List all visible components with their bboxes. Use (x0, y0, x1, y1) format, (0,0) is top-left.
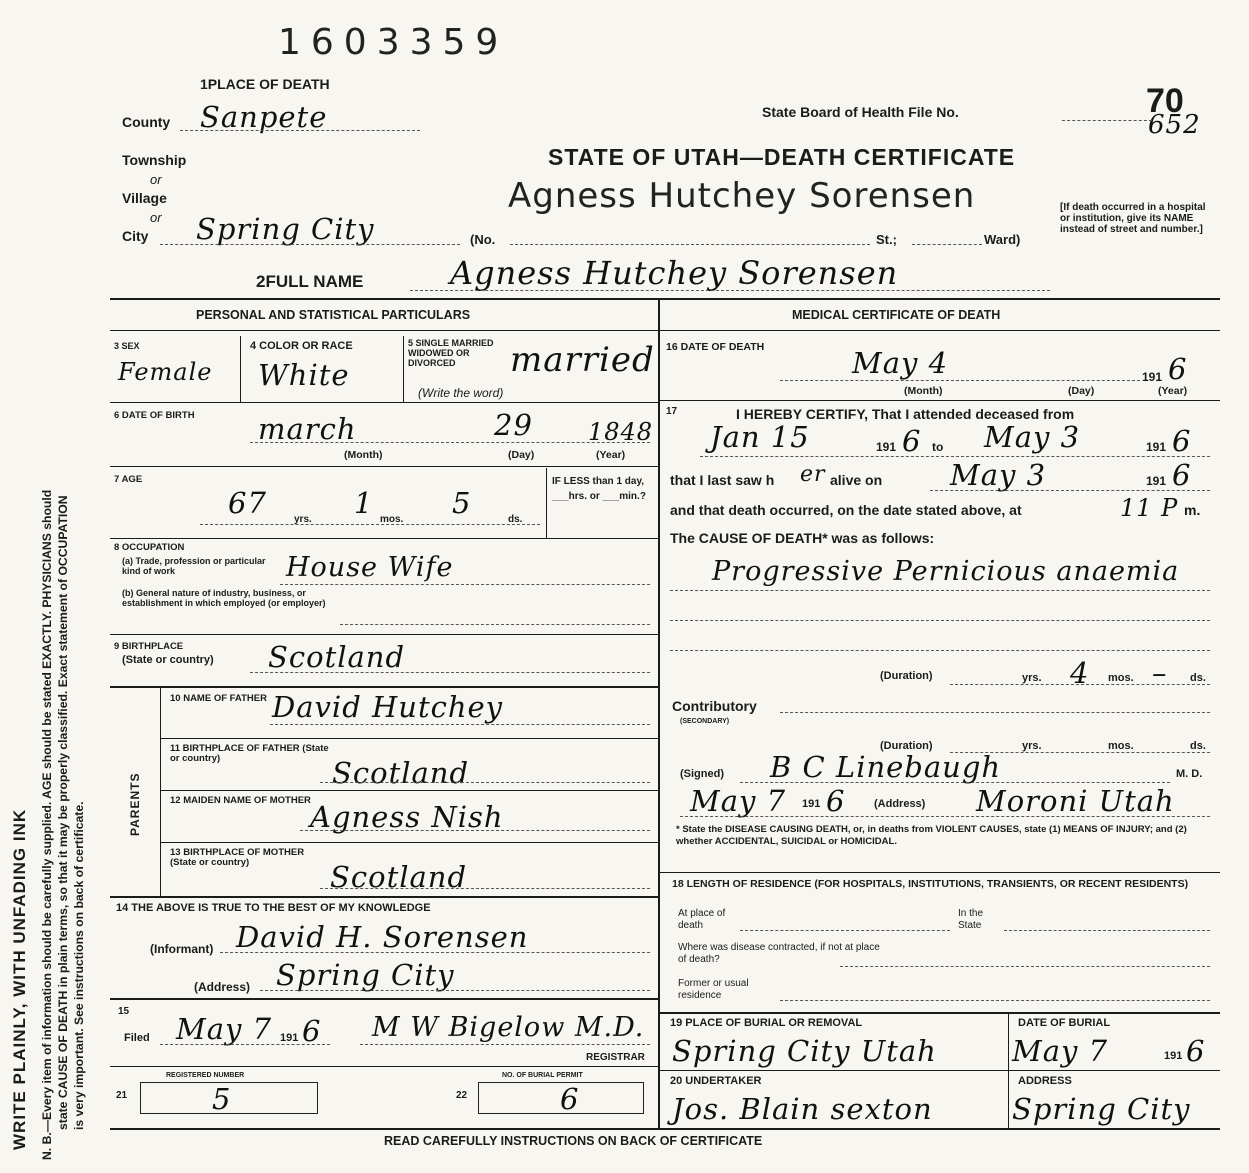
marital-label: 5 SINGLE MARRIED WIDOWED OR DIVORCED (408, 338, 494, 368)
dob-label: 6 DATE OF BIRTH (114, 410, 195, 421)
filed-label: Filed (124, 1032, 150, 1044)
duration-days: – (1152, 656, 1168, 690)
city-value: Spring City (196, 212, 375, 246)
registrar-value: M W Bigelow M.D. (372, 1012, 645, 1043)
last-saw-er: er (800, 462, 826, 487)
from-year-prefix: 191 (876, 440, 897, 454)
burial-permit-label: NO. OF BURIAL PERMIT (502, 1072, 583, 1079)
duration-2-yrs-label: yrs. (1022, 740, 1042, 752)
residence-label: 18 LENGTH OF RESIDENCE (FOR HOSPITALS, INSTITUTIONS, TRANSIENTS, OR RECENT RESIDENTS) (672, 878, 1189, 890)
age-mos-label: mos. (380, 514, 404, 525)
hospital-note: [If death occurred in a hospital or institution, give its NAME instead of street and number.] (1060, 202, 1206, 235)
time-value: 11 P (1120, 494, 1179, 522)
last-saw-value: May 3 (950, 458, 1047, 492)
full-name-value: Agness Hutchey Sorensen (450, 254, 899, 292)
duration-months: 4 (1070, 656, 1090, 690)
county-label: County (122, 114, 171, 130)
informant-label: (Informant) (150, 942, 214, 956)
color-label: 4 COLOR OR RACE (250, 340, 353, 352)
dob-day-label: (Day) (508, 449, 535, 461)
last-saw-year-prefix: 191 (1146, 474, 1167, 488)
residence-at-place: At place of death (678, 908, 726, 931)
age-ds-label: ds. (508, 514, 523, 525)
duration-ds-label: ds. (1190, 672, 1206, 684)
cert-num: 17 (666, 406, 678, 417)
filed-year: 6 (302, 1014, 322, 1048)
no-label: (No. (470, 232, 496, 247)
footer-instruction: READ CAREFULLY INSTRUCTIONS ON BACK OF CERTIFICATE (384, 1134, 763, 1148)
informant-value: David H. Sorensen (236, 920, 529, 954)
village-label: Village (122, 190, 167, 206)
signed-value: B C Linebaugh (770, 750, 1002, 784)
burial-year-prefix: 191 (1164, 1050, 1183, 1062)
side-note-main: WRITE PLAINLY, WITH UNFADING INK (10, 808, 29, 1150)
duration-2-ds-label: ds. (1190, 740, 1206, 752)
father-value: David Hutchey (272, 690, 504, 724)
from-year: 6 (902, 424, 922, 458)
city-label: City (122, 228, 149, 244)
birthplace-label: 9 BIRTHPLACE (114, 641, 184, 652)
to-label: to (932, 440, 944, 454)
signed-year-prefix: 191 (802, 798, 821, 810)
dob-year-label: (Year) (596, 449, 626, 461)
burial-date-value: May 7 (1012, 1034, 1109, 1068)
signed-date: May 7 (690, 784, 787, 818)
dod-year-prefix: 191 (1142, 370, 1163, 384)
dod-value: May 4 (852, 346, 949, 380)
sex-value: Female (118, 358, 213, 386)
last-saw-post: alive on (830, 472, 883, 488)
or-label-1: or (150, 172, 162, 187)
age-yrs-label: yrs. (294, 514, 312, 525)
birthplace-note: (State or country) (122, 654, 214, 666)
filed-year-prefix: 191 (280, 1032, 299, 1044)
occupation-label: 8 OCCUPATION (114, 542, 185, 553)
duration-2-mos-label: mos. (1108, 740, 1134, 752)
parents-label: PARENTS (128, 772, 142, 836)
informant-address-label: (Address) (194, 980, 251, 994)
duration-yrs-label: yrs. (1022, 672, 1042, 684)
informant-address-value: Spring City (276, 958, 455, 992)
mother-label: 12 MAIDEN NAME OF MOTHER (170, 795, 311, 806)
residence-former: Former or usual residence (678, 978, 749, 1001)
age-years: 67 (228, 486, 267, 520)
burial-place-value: Spring City Utah (672, 1034, 937, 1068)
signed-label: (Signed) (680, 768, 724, 780)
occupation-value: House Wife (286, 552, 454, 583)
undertaker-label: 20 UNDERTAKER (670, 1075, 762, 1087)
dod-label: 16 DATE OF DEATH (666, 341, 765, 353)
signed-year: 6 (826, 784, 846, 818)
dob-year: 1848 (588, 418, 654, 446)
m-label: m. (1184, 502, 1201, 518)
duration-2-label: (Duration) (880, 740, 933, 752)
dod-day-label: (Day) (1068, 385, 1095, 397)
filed-value: May 7 (176, 1012, 273, 1046)
attended-from: Jan 15 (710, 420, 810, 454)
burial-permit-index: 22 (456, 1090, 468, 1101)
file-no-handwritten: 652 (1148, 110, 1201, 140)
age-label: 7 AGE (114, 474, 143, 485)
personal-header: PERSONAL AND STATISTICAL PARTICULARS (196, 308, 471, 322)
age-days: 5 (452, 486, 472, 520)
marital-note: (Write the word) (418, 386, 504, 400)
father-birthplace-label: 11 BIRTHPLACE OF FATHER (State or country) (170, 743, 329, 764)
ward-label: Ward) (984, 232, 1021, 247)
side-note-line2: state CAUSE OF DEATH in plain terms, so that it may be properly classified. Exact statement of OCCUPATION (56, 495, 70, 1130)
county-value: Sanpete (200, 100, 328, 134)
marital-value: married (510, 340, 655, 380)
residence-in-state: In the State (958, 908, 984, 931)
burial-place-label: 19 PLACE OF BURIAL OR REMOVAL (670, 1017, 863, 1029)
full-name-label: 2FULL NAME (256, 272, 364, 291)
residence-contracted: Where was disease contracted, if not at place of death? (678, 942, 880, 965)
burial-address-value: Spring City (1012, 1092, 1191, 1126)
last-saw-pre: that I last saw h (670, 472, 775, 488)
contributory-label: Contributory (672, 698, 757, 714)
dob-month-label: (Month) (344, 449, 383, 461)
burial-address-label: ADDRESS (1018, 1075, 1072, 1087)
md-label: M. D. (1176, 768, 1203, 780)
reg-num-index: 21 (116, 1090, 128, 1101)
mother-value: Agness Nish (310, 800, 504, 834)
burial-permit-value: 6 (560, 1082, 580, 1116)
cert-text: I HEREBY CERTIFY, That I attended deceased from (736, 406, 1075, 422)
undertaker-value: Jos. Blain sexton (672, 1092, 933, 1126)
attended-to: May 3 (984, 420, 1081, 454)
dod-year: 6 (1168, 352, 1188, 386)
side-note-line1: N. B.—Every item of information should be carefully supplied. AGE should be stated EXACTLY. PHYSICIANS should (40, 489, 54, 1160)
cause-value: Progressive Pernicious anaemia (712, 556, 1180, 587)
file-no-printed: 70 (1146, 82, 1184, 120)
dod-year-label: (Year) (1158, 385, 1188, 397)
burial-date-label: DATE OF BURIAL (1018, 1017, 1111, 1029)
secondary-label: (SECONDARY) (680, 718, 730, 725)
burial-year: 6 (1186, 1034, 1206, 1068)
father-label: 10 NAME OF FATHER (170, 693, 267, 704)
or-label-2: or (150, 210, 162, 225)
typed-name: Agness Hutchey Sorensen (508, 176, 976, 216)
certificate-title: STATE OF UTAH—DEATH CERTIFICATE (548, 144, 1016, 170)
med-address-value: Moroni Utah (976, 784, 1175, 818)
color-value: White (258, 358, 350, 392)
mother-birthplace-label: 13 BIRTHPLACE OF MOTHER (State or country) (170, 847, 305, 868)
occupation-b-label: (b) General nature of industry, business, or establishment in which employed (or employer) (122, 588, 326, 608)
dod-month-label: (Month) (904, 385, 943, 397)
cause-footnote: * State the DISEASE CAUSING DEATH, or, in deaths from VIOLENT CAUSES, state (1) MEANS OF INJURY; and (2) whether ACCIDENTAL, SUICIDAL or HOMICIDAL. (676, 824, 1187, 847)
st-label: St.; (876, 232, 897, 247)
dob-month: march (258, 412, 357, 446)
filing-num: 15 (118, 1006, 130, 1017)
age-months: 1 (354, 486, 374, 520)
last-saw-year: 6 (1172, 458, 1192, 492)
medical-header: MEDICAL CERTIFICATE OF DEATH (792, 308, 1001, 322)
duration-mos-label: mos. (1108, 672, 1134, 684)
cause-label: The CAUSE OF DEATH* was as follows: (670, 530, 935, 546)
reg-num-label: REGISTERED NUMBER (166, 1072, 245, 1079)
registrar-label: REGISTRAR (586, 1052, 645, 1063)
township-label: Township (122, 152, 187, 168)
birthplace-value: Scotland (268, 640, 406, 674)
mother-birthplace-value: Scotland (330, 860, 468, 894)
dob-day: 29 (494, 408, 533, 442)
father-birthplace-value: Scotland (332, 756, 470, 790)
duration-label: (Duration) (880, 670, 933, 682)
med-address-label: (Address) (874, 798, 926, 810)
place-of-death-label: 1PLACE OF DEATH (200, 76, 330, 92)
to-year-prefix: 191 (1146, 440, 1167, 454)
file-no-label: State Board of Health File No. (762, 104, 959, 120)
to-year: 6 (1172, 424, 1192, 458)
side-note-line3: is very important. See instructions on back of certificate. (72, 801, 86, 1130)
age-less-label: IF LESS than 1 day, ___hrs. or ___min.? (552, 476, 646, 502)
occurred-text: and that death occurred, on the date stated above, at (670, 502, 1022, 518)
sex-label: 3 SEX (114, 341, 140, 351)
occupation-a-label: (a) Trade, profession or particular kind of work (122, 556, 266, 576)
informant-header: 14 THE ABOVE IS TRUE TO THE BEST OF MY KNOWLEDGE (116, 902, 431, 914)
serial-number: 1603359 (278, 22, 509, 63)
reg-num-value: 5 (212, 1082, 232, 1116)
